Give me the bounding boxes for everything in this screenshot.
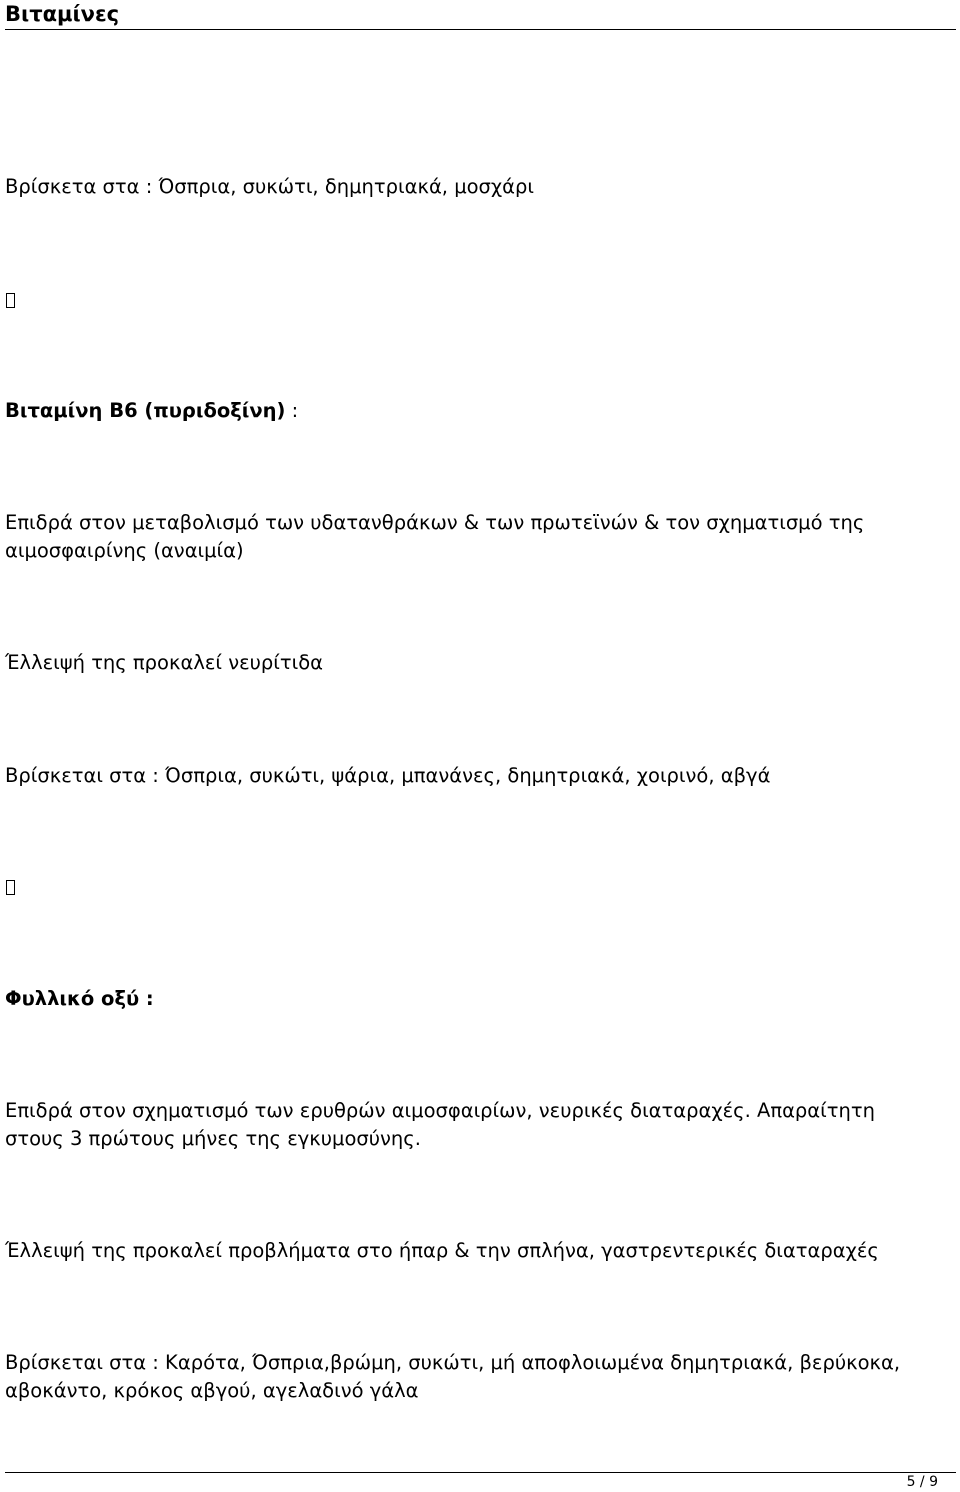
page-number: 5 / 9	[906, 1474, 938, 1490]
missing-glyph-icon	[6, 293, 15, 308]
b6-found-in-text: Βρίσκεται στα : Όσπρια, συκώτι, ψάρια, μπανάνες, δημητριακά, χοιρινό, αβγά	[5, 764, 771, 787]
page-header-title: Βιταμίνες	[5, 2, 120, 26]
b6-effect-line-1: Επιδρά στον μεταβολισμό των υδατανθράκων & των πρωτεϊνών & τον σχηματισμό της	[5, 511, 865, 534]
header-divider	[5, 29, 956, 30]
footer-divider	[5, 1472, 956, 1473]
b6-effect-line-2: αιμοσφαιρίνης (αναιμία)	[5, 539, 244, 562]
b6-heading-title: Βιταμίνη Β6 (πυριδοξίνη)	[5, 399, 286, 422]
folic-acid-effect-line-1: Επιδρά στον σχηματισμό των ερυθρών αιμοσφαιρίων, νευρικές διαταραχές. Απαραίτητη	[5, 1099, 875, 1122]
folic-acid-deficiency-text: Έλλειψή της προκαλεί προβλήματα στο ήπαρ & την σπλήνα, γαστρεντερικές διαταραχές	[5, 1239, 879, 1262]
missing-glyph-icon	[6, 880, 15, 895]
folic-acid-effect-line-2: στους 3 πρώτους μήνες της εγκυμοσύνης.	[5, 1127, 421, 1150]
folic-acid-found-in-line-2: αβοκάντο, κρόκος αβγού, αγελαδινό γάλα	[5, 1379, 419, 1402]
intro-found-in-text: Βρίσκετα στα : Όσπρια, συκώτι, δημητριακά, μοσχάρι	[5, 175, 534, 198]
b6-deficiency-text: Έλλειψή της προκαλεί νευρίτιδα	[5, 651, 324, 674]
folic-acid-found-in-line-1: Βρίσκεται στα : Καρότα, Όσπρια,βρώμη, συκώτι, μή αποφλοιωμένα δημητριακά, βερύκοκα,	[5, 1351, 901, 1374]
folic-acid-heading: Φυλλικό οξύ :	[5, 987, 154, 1010]
b6-heading	[5, 397, 298, 425]
b6-heading-suffix: :	[285, 399, 299, 422]
